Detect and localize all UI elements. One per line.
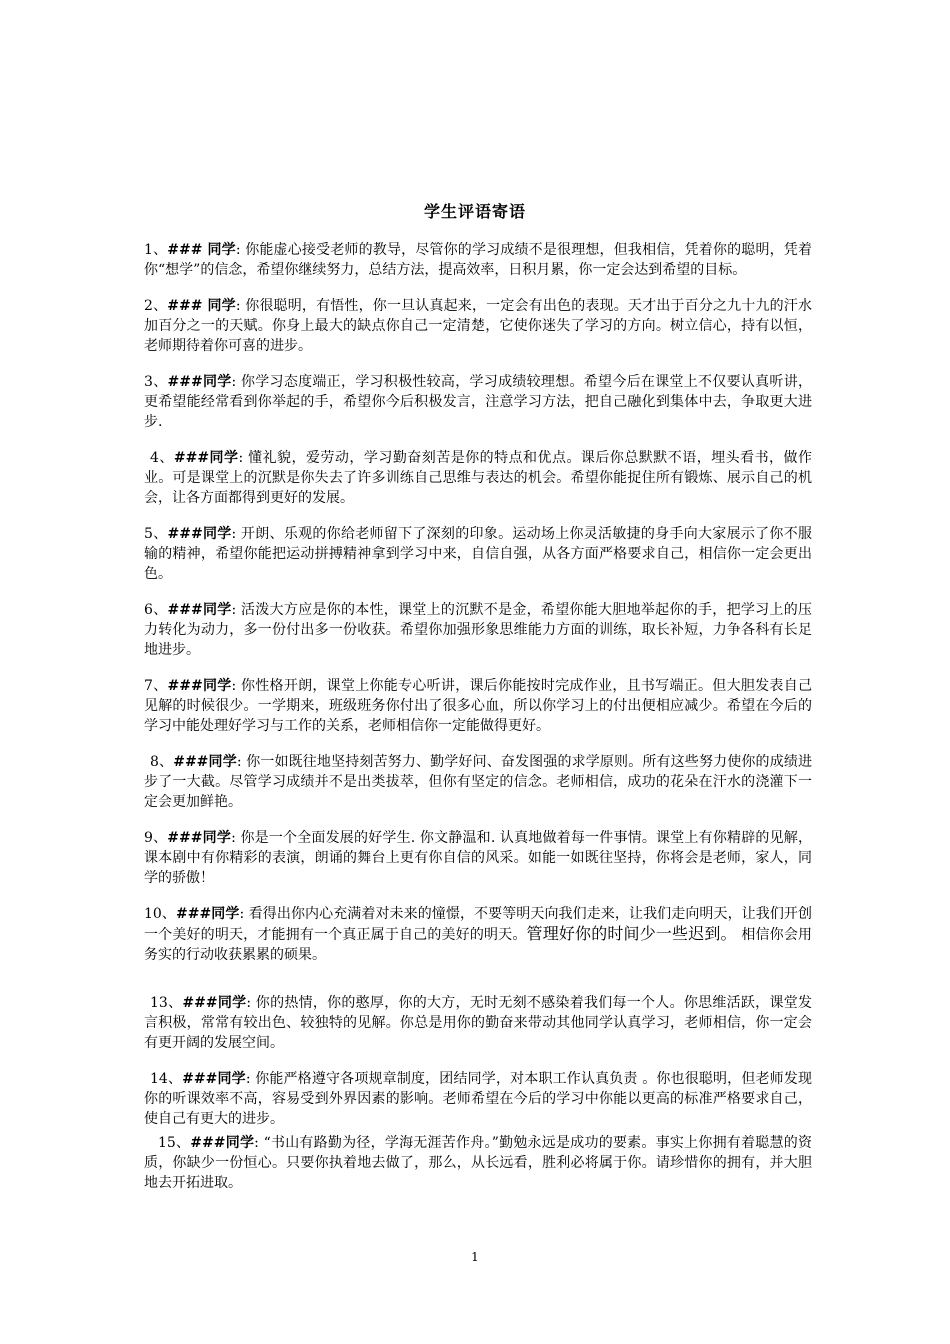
student-name: ###同学 bbox=[167, 374, 232, 390]
entry-text: 懂礼貌，爱劳动，学习勤奋刻苦是你的特点和优点。课后你总默默不语，埋头看书，做作业。可是课堂上的沉默是你失去了许多训练自己思维与表达的机会。希望你能捉住所有锻炼、展示自己的机会，让各方面都得到更好的发展。 bbox=[144, 450, 812, 506]
student-name: ### 同学 bbox=[167, 242, 236, 258]
entry-separator: : bbox=[231, 526, 241, 542]
comment-entry-7 bbox=[144, 676, 812, 736]
entry-number: 10、 bbox=[144, 906, 176, 922]
student-name: ###同学 bbox=[182, 995, 247, 1011]
student-name: ###同学 bbox=[173, 754, 237, 770]
comment-entry-3 bbox=[144, 372, 812, 432]
entry-separator: : bbox=[231, 830, 241, 846]
comment-entry-2 bbox=[144, 296, 812, 356]
entry-text: “书山有路勤为径，学海无涯苦作舟。”勤勉永远是成功的要素。事实上你拥有着聪慧的资质，你缺少一份恒心。只要你执着地去做了，那么，从长远看，胜利必将属于你。请珍惜你的拥有，并大胆地去开拓进取。 bbox=[144, 1135, 812, 1191]
entry-number: 7、 bbox=[144, 678, 168, 694]
entry-number: 6、 bbox=[144, 602, 168, 618]
student-name: ###同学 bbox=[173, 450, 239, 466]
entry-separator: : bbox=[231, 602, 241, 618]
entry-separator: : bbox=[254, 1135, 264, 1151]
entry-number: 9、 bbox=[144, 830, 168, 846]
entry-text-closing: 相信你会用务实的行动收获累累的硕果。 bbox=[144, 927, 813, 963]
entry-separator: : bbox=[238, 450, 249, 466]
entry-number: 8、 bbox=[150, 754, 174, 770]
entry-text: 开朗、乐观的你给老师留下了深刻的印象。运动场上你灵活敏捷的身手向大家展示了你不服输的精神，希望你能把运动拼搏精神拿到学习中来，自信自强，从各方面严格要求自己，相信你一定会更出色。 bbox=[144, 526, 812, 582]
entry-text: 你性格开朗，课堂上你能专心听讲，课后你能按时完成作业，且书写端正。但大胆发表自己见解的时候很少。一学期来，班级班务你付出了很多心血，所以你学习上的付出便相应减少。希望在今后的学习中能处理好学习与工作的关系，老师相信你一定能做得更好。 bbox=[144, 678, 812, 734]
comment-entry-4 bbox=[144, 448, 812, 508]
entry-separator: : bbox=[245, 1071, 256, 1087]
entry-number: 2、 bbox=[144, 298, 168, 314]
entry-separator: : bbox=[231, 374, 241, 390]
student-name: ###同学 bbox=[167, 526, 232, 542]
entry-text: 你是一个全面发展的好学生. 你文静温和. 认真地做着每一件事情。课堂上有你精辟的见解，课本剧中有你精彩的表演，朗诵的舞台上更有你自信的风采。如能一如既往坚持，你将会是老师，家人，同学的骄傲！ bbox=[144, 830, 812, 886]
entry-number: 4、 bbox=[150, 450, 174, 466]
entry-number: 14、 bbox=[150, 1071, 183, 1087]
student-name: ###同学 bbox=[182, 1071, 246, 1087]
entry-text-emphasis: 管理好你的时间少一些迟到。 bbox=[526, 924, 737, 943]
entry-text: 你一如既往地坚持刻苦努力、勤学好问、奋发图强的求学原则。所有这些努力使你的成绩进步了一大截。尽管学习成绩并不是出类拔萃，但你有坚定的信念。老师相信，成功的花朵在汗水的浇灌下一定会更加鲜艳。 bbox=[144, 754, 812, 810]
entry-separator: : bbox=[231, 678, 241, 694]
document-title: 学生评语寄语 bbox=[423, 202, 526, 221]
comment-entry-10 bbox=[144, 904, 812, 965]
comment-entry-8 bbox=[144, 752, 812, 812]
entry-text: 你的热情，你的憨厚，你的大方，无时无刻不感染着我们每一个人。你思维活跃，课堂发言积极，常常有较出色、较独特的见解。你总是用你的勤奋来带动其他同学认真学习，老师相信，你一定会有更开阔的发展空间。 bbox=[144, 995, 812, 1051]
entry-text: 你能严格遵守各项规章制度，团结同学，对本职工作认真负责 。你也很聪明，但老师发现你的听课效率不高，容易受到外界因素的影响。老师希望在今后的学习中你能以更高的标准严格要求自己，使自己有更大的进步。 bbox=[144, 1071, 812, 1127]
entry-separator: : bbox=[239, 906, 249, 922]
entry-separator: : bbox=[246, 995, 256, 1011]
comment-entry-1 bbox=[144, 240, 812, 280]
student-name: ###同学 bbox=[167, 602, 232, 618]
student-name: ###同学 bbox=[175, 906, 240, 922]
entry-separator: : bbox=[235, 242, 246, 258]
entry-text: 你能虚心接受老师的教导，尽管你的学习成绩不是很理想，但我相信，凭着你的聪明，凭着你“想学”的信念，希望你继续努力，总结方法，提高效率，日积月累，你一定会达到希望的目标。 bbox=[144, 242, 812, 278]
student-name: ###同学 bbox=[167, 830, 232, 846]
student-name: ### 同学 bbox=[167, 298, 236, 314]
entry-text: 活泼大方应是你的本性，课堂上的沉默不是金，希望你能大胆地举起你的手，把学习上的压力转化为动力，多一份付出多一份收获。希望你加强形象思维能力方面的训练，取长补短，力争各科有长足地进步。 bbox=[144, 602, 812, 658]
entry-number: 1、 bbox=[144, 242, 168, 258]
comment-entry-15 bbox=[144, 1133, 812, 1193]
entry-number: 13、 bbox=[150, 995, 183, 1011]
entry-separator: : bbox=[236, 754, 247, 770]
entry-text: 看得出你内心充满着对未来的憧憬，不要等明天向我们走来，让我们走向明天，让我们开创一个美好的明天，才能拥有一个真正属于自己的美好的明天。 bbox=[144, 906, 812, 943]
entry-number: 5、 bbox=[144, 526, 168, 542]
document-body bbox=[144, 240, 812, 1209]
entry-number: 15、 bbox=[158, 1135, 191, 1151]
comment-entry-6 bbox=[144, 600, 812, 660]
entry-text: 你很聪明，有悟性，你一旦认真起来，一定会有出色的表现。天才出于百分之九十九的汗水加百分之一的天赋。你身上最大的缺点你自己一定清楚，它使你迷失了学习的方向。树立信心，持有以恒，老师期待着你可喜的进步。 bbox=[144, 298, 812, 354]
comment-entry-9 bbox=[144, 828, 812, 888]
comment-entry-5 bbox=[144, 524, 812, 584]
comment-entry-14 bbox=[144, 1069, 812, 1129]
student-name: ###同学 bbox=[190, 1135, 255, 1151]
entry-number: 3、 bbox=[144, 374, 168, 390]
comment-entry-13 bbox=[144, 993, 812, 1053]
student-name: ###同学 bbox=[167, 678, 232, 694]
page-number: 1 bbox=[471, 1250, 479, 1264]
entry-separator: : bbox=[235, 298, 246, 314]
entry-text: 你学习态度端正，学习积极性较高，学习成绩较理想。希望今后在课堂上不仅要认真听讲，更希望能经常看到你举起的手，希望你今后积极发言，注意学习方法，把自己融化到集体中去，争取更大进步. bbox=[144, 374, 812, 430]
